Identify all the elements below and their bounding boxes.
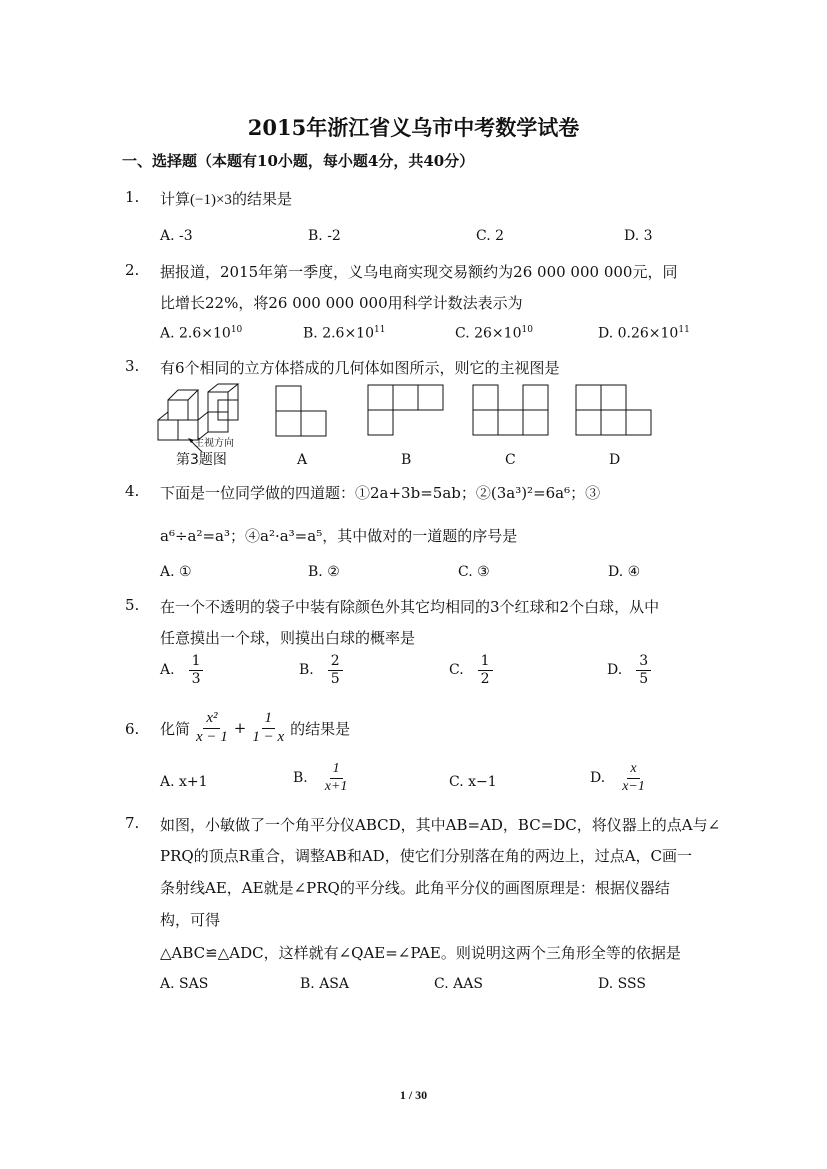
q5-option-c-denominator: 2 [480, 670, 490, 687]
q5-option-d-numerator: 3 [636, 654, 651, 671]
q3-option-a: A [297, 452, 308, 468]
q5-option-c-fraction [478, 654, 493, 686]
q2-option-b-exp: 11 [374, 325, 386, 335]
q5-option-b [299, 654, 346, 686]
q1-stem [160, 188, 292, 209]
q5-line2: 任意摸出一个球，则摸出白球的概率是 [160, 629, 416, 647]
q6-stem [160, 707, 350, 749]
q7-line1: 如图，小敏做了一个角平分仪ABCD，其中AB=AD，BC=DC，将仪器上的点A与∠ [160, 816, 721, 834]
q6-option-b-fraction [322, 762, 351, 794]
q7-line5: △ABC≌△ADC，这样就有∠QAE=∠PAE。则说明这两个三角形全等的依据是 [160, 944, 681, 962]
q7-option-c: C. AAS [434, 976, 483, 992]
q2-option-c-exp: 10 [521, 325, 533, 335]
q1-stem-post: 的结果是 [231, 190, 292, 208]
q6-option-d-numerator: x [627, 762, 639, 779]
q2-option-d-base: D. 0.26×10 [598, 325, 679, 342]
q3-option-c: C [505, 452, 516, 468]
q3-option-d: D [609, 452, 621, 468]
q5-option-d [607, 654, 654, 686]
q7-option-d: D. SSS [598, 976, 646, 992]
q3-option-a-figure [276, 386, 326, 436]
q2-option-a [160, 325, 242, 342]
q6-option-b-label: B. [293, 770, 308, 787]
q2-line2: 比增长22%，将26 000 000 000用科学计数法表示为 [160, 294, 523, 312]
q5-line1: 在一个不透明的袋子中装有除颜色外其它均相同的3个红球和2个白球，从中 [160, 598, 660, 616]
document-title: 2015年浙江省义乌市中考数学试卷 [247, 115, 580, 140]
q3-solid-figure [158, 384, 238, 440]
q7-number: 7. [125, 814, 140, 832]
q4-number: 4. [125, 482, 140, 500]
q3-arrow-label: 主视方向 [194, 438, 234, 449]
q5-option-b-denominator: 5 [330, 670, 340, 687]
q2-option-a-base: A. 2.6×10 [160, 325, 231, 342]
section-heading: 一、选择题（本题有10小题，每小题4分，共40分） [122, 152, 475, 170]
q2-option-b-base: B. 2.6×10 [303, 325, 374, 342]
q5-option-b-fraction [328, 654, 343, 686]
q6-fraction-2-denominator: 1 − x [252, 728, 285, 745]
q7-line4: 构，可得 [160, 911, 221, 929]
q6-stem-pre: 化简 [160, 719, 191, 738]
q3-figure-caption: 第3题图 [176, 452, 227, 468]
q2-option-d [598, 325, 690, 342]
q6-plus: + [233, 719, 247, 737]
q4-option-d: D. ④ [608, 564, 641, 580]
q4-line1: 下面是一位同学做的四道题：①2a+3b=5ab；②(3a³)²=6a⁶；③ [160, 484, 601, 502]
q6-option-b-numerator: 1 [330, 762, 343, 779]
q6-fraction-1-denominator: x − 1 [196, 728, 228, 745]
q1-stem-pre: 计算 [160, 190, 191, 208]
q4-option-c: C. ③ [458, 564, 490, 580]
q6-fraction-1-numerator: x² [203, 711, 220, 729]
q1-number: 1. [125, 188, 140, 206]
q3-option-d-figure [576, 385, 651, 435]
q5-option-a-label: A. [160, 662, 175, 679]
q6-stem-post: 的结果是 [290, 719, 351, 738]
q3-number: 3. [125, 357, 140, 375]
q6-number: 6. [125, 720, 140, 738]
q4-option-b: B. ② [308, 564, 340, 580]
q1-option-b: B. -2 [308, 228, 341, 244]
q3-option-b-figure [368, 385, 443, 435]
q7-option-a: A. SAS [160, 976, 209, 992]
q1-option-c: C. 2 [476, 228, 505, 244]
q6-option-b-denominator: x+1 [324, 778, 348, 794]
q5-option-c-numerator: 1 [478, 654, 493, 671]
q5-option-a-fraction [189, 654, 204, 686]
q7-line3: 条射线AE，AE就是∠PRQ的平分线。此角平分仪的画图原理是：根据仪器结 [160, 879, 670, 897]
q7-line2: PRQ的顶点R重合，调整AB和AD，使它们分别落在角的两边上，过点A，C画一 [160, 847, 693, 865]
q5-option-c-label: C. [449, 662, 464, 679]
q6-option-b [293, 762, 353, 794]
q2-option-d-exp: 11 [678, 325, 690, 335]
q4-option-a: A. ① [160, 564, 192, 580]
q1-option-d: D. 3 [624, 228, 653, 244]
q6-option-d-denominator: x−1 [622, 778, 645, 794]
q2-number: 2. [125, 261, 140, 279]
q5-number: 5. [125, 596, 140, 614]
q6-option-d-fraction [619, 762, 648, 794]
q2-option-c [455, 325, 533, 342]
q5-option-c [449, 654, 496, 686]
q2-option-a-exp: 10 [230, 325, 243, 335]
q3-stem: 有6个相同的立方体搭成的几何体如图所示，则它的主视图是 [160, 359, 560, 377]
q3-option-c-figure [473, 385, 548, 435]
q5-option-d-label: D. [607, 662, 623, 679]
q2-option-c-base: C. 26×10 [455, 325, 522, 342]
q7-option-b: B. ASA [300, 976, 349, 992]
q1-option-a: A. -3 [160, 228, 193, 244]
q1-expression: (−1)×3 [190, 192, 232, 208]
q5-option-d-fraction [636, 654, 651, 686]
q6-option-a: A. x+1 [160, 774, 208, 790]
q5-option-b-label: B. [299, 662, 314, 679]
q2-line1: 据报道，2015年第一季度，义乌电商实现交易额约为26 000 000 000元，同 [160, 263, 678, 281]
q5-option-a [160, 654, 206, 686]
page-number: 1 / 30 [399, 1088, 428, 1102]
q6-option-d-label: D. [590, 770, 606, 787]
q6-option-d [590, 762, 651, 794]
q6-fraction-2 [249, 711, 287, 746]
q5-option-d-denominator: 5 [639, 670, 649, 687]
q5-option-a-numerator: 1 [189, 654, 204, 671]
q4-line2: a⁶÷a²=a³；④a²·a³=a⁵，其中做对的一道题的序号是 [160, 527, 518, 545]
q5-option-a-denominator: 3 [191, 670, 201, 687]
q3-option-b: B [401, 452, 412, 468]
q6-option-c: C. x−1 [449, 774, 497, 790]
q5-option-b-numerator: 2 [328, 654, 343, 671]
q2-option-b [303, 325, 385, 342]
q6-fraction-2-numerator: 1 [262, 711, 276, 729]
q6-fraction-1 [193, 711, 231, 746]
